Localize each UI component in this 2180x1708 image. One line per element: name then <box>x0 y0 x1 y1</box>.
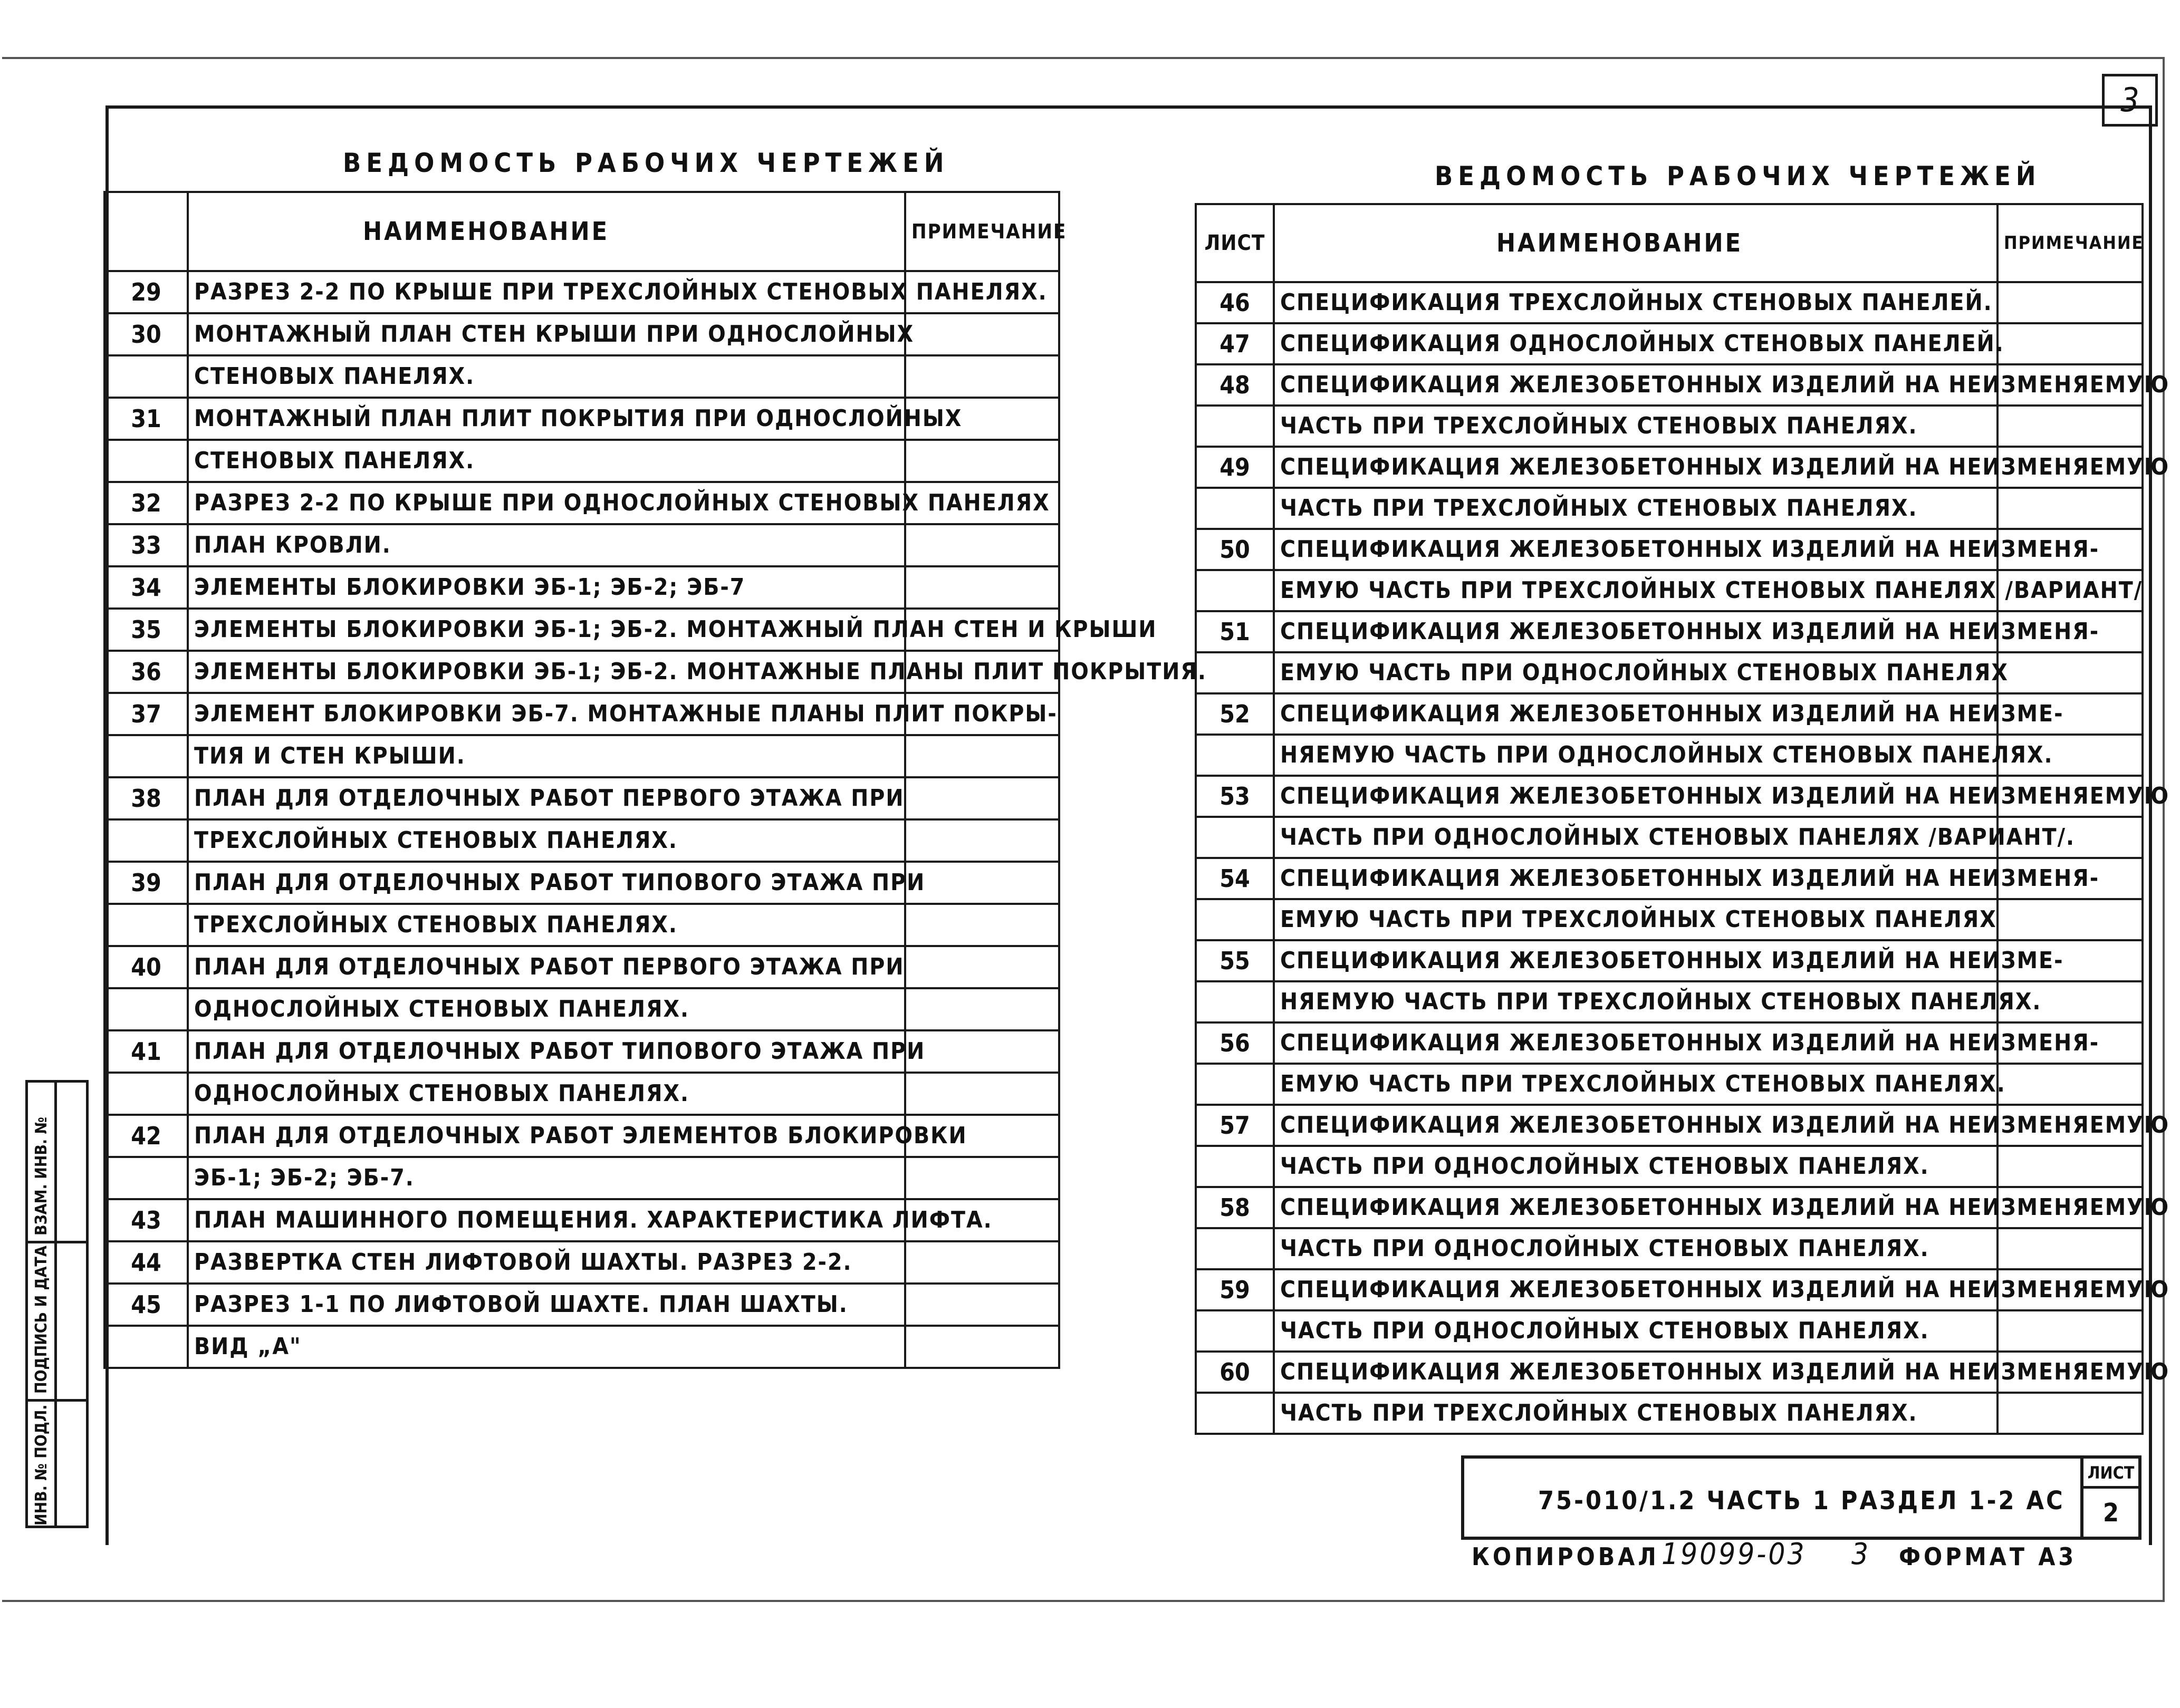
table-row <box>104 651 1059 693</box>
sheet-number-cell <box>104 1073 188 1115</box>
title-block-sheet-cell <box>2080 1459 2138 1537</box>
table-row <box>1196 693 2143 735</box>
note-cell <box>905 946 1059 988</box>
sheet-number-cell: 42 <box>104 1115 188 1157</box>
sheet-number-cell <box>104 440 188 482</box>
sheet-number-cell: 57 <box>1196 1105 1274 1146</box>
sheet-number-cell <box>1196 981 1274 1022</box>
table-row <box>104 1115 1059 1157</box>
table-row <box>104 566 1059 609</box>
sheet-number-cell: 43 <box>104 1199 188 1241</box>
sheet-name-cell: СПЕЦИФИКАЦИЯ ЖЕЛЕЗОБЕТОННЫХ ИЗДЕЛИЙ НА НЕИЗМЕНЯ- <box>1274 858 1997 899</box>
table-row <box>104 819 1059 862</box>
table-row <box>104 1284 1059 1326</box>
left-header-note: ПРИМЕЧАНИЕ <box>905 192 1059 271</box>
sheet-name-cell: СПЕЦИФИКАЦИЯ ЖЕЛЕЗОБЕТОННЫХ ИЗДЕЛИЙ НА НЕИЗМЕНЯЕМУЮ <box>1274 1105 1997 1146</box>
table-row <box>1196 858 2143 899</box>
footer-number: 19099-03 <box>1662 1537 1807 1571</box>
sheet-number-cell: 36 <box>104 651 188 693</box>
sheet-number-cell: 40 <box>104 946 188 988</box>
table-row <box>104 1030 1059 1073</box>
sheet-number-cell <box>104 1326 188 1368</box>
sheet-name-cell: РАЗВЕРТКА СТЕН ЛИФТОВОЙ ШАХТЫ. РАЗРЕЗ 2-2. <box>188 1241 905 1284</box>
note-cell <box>905 904 1059 946</box>
sheet-name-cell: ЕМУЮ ЧАСТЬ ПРИ ТРЕХСЛОЙНЫХ СТЕНОВЫХ ПАНЕЛЯХ <box>1274 899 1997 940</box>
table-row <box>1196 1310 2143 1352</box>
note-cell <box>905 355 1059 398</box>
sheet-name-cell: ЭЛЕМЕНТЫ БЛОКИРОВКИ ЭБ-1; ЭБ-2. МОНТАЖНЫЙ ПЛАН СТЕН И КРЫШИ <box>188 609 905 651</box>
table-row <box>104 271 1059 313</box>
sheet-name-cell: ЧАСТЬ ПРИ ОДНОСЛОЙНЫХ СТЕНОВЫХ ПАНЕЛЯХ. <box>1274 1228 1997 1269</box>
sheet-number-cell: 29 <box>104 271 188 313</box>
sheet-name-cell: РАЗРЕЗ 1-1 ПО ЛИФТОВОЙ ШАХТЕ. ПЛАН ШАХТЫ. <box>188 1284 905 1326</box>
note-cell <box>905 862 1059 904</box>
table-row <box>1196 529 2143 570</box>
sheet-name-cell: ПЛАН ДЛЯ ОТДЕЛОЧНЫХ РАБОТ ПЕРВОГО ЭТАЖА ПРИ <box>188 777 905 819</box>
sidebar-divider <box>28 1241 86 1243</box>
note-cell <box>1997 652 2143 693</box>
sheet-name-cell: НЯЕМУЮ ЧАСТЬ ПРИ ТРЕХСЛОЙНЫХ СТЕНОВЫХ ПАНЕЛЯХ. <box>1274 981 1997 1022</box>
sheet-name-cell: ТРЕХСЛОЙНЫХ СТЕНОВЫХ ПАНЕЛЯХ. <box>188 904 905 946</box>
sheet-name-cell: МОНТАЖНЫЙ ПЛАН СТЕН КРЫШИ ПРИ ОДНОСЛОЙНЫХ <box>188 313 905 355</box>
table-row <box>1196 1064 2143 1105</box>
sheet-name-cell: СПЕЦИФИКАЦИЯ ЖЕЛЕЗОБЕТОННЫХ ИЗДЕЛИЙ НА НЕИЗМЕНЯЕМУЮ <box>1274 1187 1997 1228</box>
sheet-name-cell: СПЕЦИФИКАЦИЯ ЖЕЛЕЗОБЕТОННЫХ ИЗДЕЛИЙ НА НЕИЗМЕНЯЕМУЮ <box>1274 776 1997 817</box>
sheet-number-cell: 54 <box>1196 858 1274 899</box>
sheet-number-cell: 35 <box>104 609 188 651</box>
sheet-number-cell: 34 <box>104 566 188 609</box>
sidebar-label-inv: ИНВ. № ПОДЛ. <box>32 1404 51 1526</box>
table-row <box>104 1241 1059 1284</box>
sidebar-divider <box>54 1083 57 1526</box>
sheet-name-cell: ПЛАН МАШИННОГО ПОМЕЩЕНИЯ. ХАРАКТЕРИСТИКА ЛИФТА. <box>188 1199 905 1241</box>
note-cell <box>905 1030 1059 1073</box>
sheet-name-cell: ОДНОСЛОЙНЫХ СТЕНОВЫХ ПАНЕЛЯХ. <box>188 988 905 1030</box>
sheet-name-cell: ПЛАН ДЛЯ ОТДЕЛОЧНЫХ РАБОТ ТИПОВОГО ЭТАЖА ПРИ <box>188 862 905 904</box>
note-cell <box>1997 1146 2143 1187</box>
sheet-number-cell: 41 <box>104 1030 188 1073</box>
sheet-number-cell: 58 <box>1196 1187 1274 1228</box>
sheet-name-cell: СПЕЦИФИКАЦИЯ ЖЕЛЕЗОБЕТОННЫХ ИЗДЕЛИЙ НА НЕИЗМЕНЯ- <box>1274 1022 1997 1064</box>
sheet-number: 2 <box>2102 1498 2119 1528</box>
table-row <box>1196 1393 2143 1434</box>
left-drawings-table <box>103 191 1207 1369</box>
table-row <box>1196 1022 2143 1064</box>
table-row <box>1196 1146 2143 1187</box>
document-code: 75-010/1.2 ЧАСТЬ 1 РАЗДЕЛ 1-2 АС <box>1538 1486 2065 1516</box>
table-row <box>1196 323 2143 364</box>
sheet-name-cell: ЭЛЕМЕНТЫ БЛОКИРОВКИ ЭБ-1; ЭБ-2; ЭБ-7 <box>188 566 905 609</box>
title-block <box>1461 1455 2141 1540</box>
sheet-name-cell: ПЛАН КРОВЛИ. <box>188 524 905 566</box>
note-cell <box>1997 488 2143 529</box>
right-header-note: ПРИМЕЧАНИЕ <box>1997 204 2143 282</box>
note-cell <box>905 313 1059 355</box>
sheet-number-cell: 37 <box>104 693 188 735</box>
sheet-number-cell: 46 <box>1196 282 1274 323</box>
note-cell <box>1997 1228 2143 1269</box>
table-row <box>1196 364 2143 406</box>
sidebar-divider <box>28 1399 86 1402</box>
sheet-name-cell: ВИД „А" <box>188 1326 905 1368</box>
sheet-number-cell <box>1196 735 1274 776</box>
sheet-number-cell: 59 <box>1196 1269 1274 1310</box>
table-row <box>1196 447 2143 488</box>
sheet-name-cell: ЧАСТЬ ПРИ ОДНОСЛОЙНЫХ СТЕНОВЫХ ПАНЕЛЯХ. <box>1274 1310 1997 1352</box>
table-row <box>104 524 1059 566</box>
table-row <box>104 609 1059 651</box>
sheet-name-cell: СТЕНОВЫХ ПАНЕЛЯХ. <box>188 355 905 398</box>
sheet-number-cell <box>1196 1310 1274 1352</box>
sheet-number-cell: 30 <box>104 313 188 355</box>
sheet-number-cell: 60 <box>1196 1352 1274 1393</box>
sheet-number-cell: 45 <box>104 1284 188 1326</box>
table-row <box>104 1157 1059 1199</box>
sheet-number-cell <box>1196 1228 1274 1269</box>
footer-page: 3 <box>1851 1537 1872 1571</box>
table-row <box>1196 1105 2143 1146</box>
note-cell <box>1997 323 2143 364</box>
sheet-number-cell: 48 <box>1196 364 1274 406</box>
table-row <box>104 398 1059 440</box>
sheet-name-cell: ЧАСТЬ ПРИ ТРЕХСЛОЙНЫХ СТЕНОВЫХ ПАНЕЛЯХ. <box>1274 406 1997 447</box>
sheet-number-cell: 39 <box>104 862 188 904</box>
table-row <box>1196 735 2143 776</box>
table-row <box>104 355 1059 398</box>
side-approval-stamp <box>25 1080 89 1528</box>
note-cell <box>905 1157 1059 1199</box>
note-cell <box>905 988 1059 1030</box>
sheet-number-cell: 38 <box>104 777 188 819</box>
sheet-number-cell: 47 <box>1196 323 1274 364</box>
note-cell <box>1997 899 2143 940</box>
table-row <box>1196 611 2143 652</box>
table-row <box>104 482 1059 524</box>
sheet-cell-divider <box>2083 1486 2138 1489</box>
sheet-name-cell: ТРЕХСЛОЙНЫХ СТЕНОВЫХ ПАНЕЛЯХ. <box>188 819 905 862</box>
sheet-name-cell: ЧАСТЬ ПРИ ТРЕХСЛОЙНЫХ СТЕНОВЫХ ПАНЕЛЯХ. <box>1274 488 1997 529</box>
sheet-name-cell: ЧАСТЬ ПРИ ТРЕХСЛОЙНЫХ СТЕНОВЫХ ПАНЕЛЯХ. <box>1274 1393 1997 1434</box>
table-row <box>104 1326 1059 1368</box>
sheet-name-cell: ЧАСТЬ ПРИ ОДНОСЛОЙНЫХ СТЕНОВЫХ ПАНЕЛЯХ /ВАРИАНТ/. <box>1274 817 1997 858</box>
sheet-name-cell: ПЛАН ДЛЯ ОТДЕЛОЧНЫХ РАБОТ ПЕРВОГО ЭТАЖА ПРИ <box>188 946 905 988</box>
table-row <box>1196 981 2143 1022</box>
table-row <box>1196 406 2143 447</box>
table-row <box>1196 570 2143 611</box>
table-row <box>1196 652 2143 693</box>
sheet-name-cell: ЕМУЮ ЧАСТЬ ПРИ ТРЕХСЛОЙНЫХ СТЕНОВЫХ ПАНЕЛЯХ. <box>1274 1064 1997 1105</box>
table-row <box>1196 282 2143 323</box>
sheet-name-cell: РАЗРЕЗ 2-2 ПО КРЫШЕ ПРИ ОДНОСЛОЙНЫХ СТЕНОВЫХ ПАНЕЛЯХ <box>188 482 905 524</box>
table-row <box>104 440 1059 482</box>
sheet-name-cell: МОНТАЖНЫЙ ПЛАН ПЛИТ ПОКРЫТИЯ ПРИ ОДНОСЛОЙНЫХ <box>188 398 905 440</box>
sheet-number-cell: 32 <box>104 482 188 524</box>
table-row <box>104 862 1059 904</box>
sheet-name-cell: ЧАСТЬ ПРИ ОДНОСЛОЙНЫХ СТЕНОВЫХ ПАНЕЛЯХ. <box>1274 1146 1997 1187</box>
sheet-name-cell: ЕМУЮ ЧАСТЬ ПРИ ТРЕХСЛОЙНЫХ СТЕНОВЫХ ПАНЕЛЯХ /ВАРИАНТ/ <box>1274 570 1997 611</box>
note-cell <box>905 735 1059 777</box>
sheet-number-cell <box>104 735 188 777</box>
sheet-name-cell: СПЕЦИФИКАЦИЯ ЖЕЛЕЗОБЕТОННЫХ ИЗДЕЛИЙ НА НЕИЗМЕНЯ- <box>1274 611 1997 652</box>
sheet-number-cell: 51 <box>1196 611 1274 652</box>
note-cell <box>1997 282 2143 323</box>
sheet-number-cell: 52 <box>1196 693 1274 735</box>
table-row <box>104 777 1059 819</box>
sheet-number-cell <box>1196 488 1274 529</box>
sheet-name-cell: СПЕЦИФИКАЦИЯ ЖЕЛЕЗОБЕТОННЫХ ИЗДЕЛИЙ НА НЕИЗМЕНЯ- <box>1274 529 1997 570</box>
note-cell <box>905 1284 1059 1326</box>
table-row <box>1196 899 2143 940</box>
sheet-name-cell: СПЕЦИФИКАЦИЯ ТРЕХСЛОЙНЫХ СТЕНОВЫХ ПАНЕЛЕЙ. <box>1274 282 1997 323</box>
sheet-number-cell <box>1196 406 1274 447</box>
sheet-number-cell: 56 <box>1196 1022 1274 1064</box>
sheet-name-cell: СПЕЦИФИКАЦИЯ ЖЕЛЕЗОБЕТОННЫХ ИЗДЕЛИЙ НА НЕИЗМЕНЯЕМУЮ <box>1274 447 1997 488</box>
note-cell <box>905 440 1059 482</box>
note-cell <box>905 1073 1059 1115</box>
right-drawings-table <box>1195 203 2170 1435</box>
note-cell <box>905 819 1059 862</box>
sheet-name-cell: ЭЛЕМЕНТ БЛОКИРОВКИ ЭБ-7. МОНТАЖНЫЕ ПЛАНЫ ПЛИТ ПОКРЫ- <box>188 693 905 735</box>
sheet-name-cell: ЭЛЕМЕНТЫ БЛОКИРОВКИ ЭБ-1; ЭБ-2. МОНТАЖНЫЕ ПЛАНЫ ПЛИТ ПОКРЫТИЯ. <box>188 651 905 693</box>
right-header-sheet: ЛИСТ <box>1196 204 1274 282</box>
sheet-number-cell: 53 <box>1196 776 1274 817</box>
table-row <box>1196 776 2143 817</box>
sheet-number-cell: 55 <box>1196 940 1274 981</box>
sheet-name-cell: ЭБ-1; ЭБ-2; ЭБ-7. <box>188 1157 905 1199</box>
note-cell <box>1997 1393 2143 1434</box>
right-header-name: НАИМЕНОВАНИЕ <box>1274 204 1997 282</box>
sheet-name-cell: ТИЯ И СТЕН КРЫШИ. <box>188 735 905 777</box>
sheet-name-cell: РАЗРЕЗ 2-2 ПО КРЫШЕ ПРИ ТРЕХСЛОЙНЫХ СТЕНОВЫХ ПАНЕЛЯХ. <box>188 271 905 313</box>
sheet-number-cell <box>104 819 188 862</box>
corner-sheet-number: 3 <box>2102 74 2158 127</box>
footer-copied: КОПИРОВАЛ <box>1472 1542 1659 1571</box>
sheet-number-cell <box>104 988 188 1030</box>
note-cell <box>905 566 1059 609</box>
left-header-sheet <box>104 192 188 271</box>
left-header-name: НАИМЕНОВАНИЕ <box>188 192 905 271</box>
sheet-number-cell <box>104 355 188 398</box>
note-cell <box>905 777 1059 819</box>
table-row <box>104 313 1059 355</box>
sheet-name-cell: СПЕЦИФИКАЦИЯ ЖЕЛЕЗОБЕТОННЫХ ИЗДЕЛИЙ НА НЕИЗМЕНЯЕМУЮ <box>1274 1352 1997 1393</box>
sheet-name-cell: ОДНОСЛОЙНЫХ СТЕНОВЫХ ПАНЕЛЯХ. <box>188 1073 905 1115</box>
sheet-name-cell: СТЕНОВЫХ ПАНЕЛЯХ. <box>188 440 905 482</box>
sheet-name-cell: СПЕЦИФИКАЦИЯ ЖЕЛЕЗОБЕТОННЫХ ИЗДЕЛИЙ НА НЕИЗМЕ- <box>1274 693 1997 735</box>
sheet-number-cell <box>104 1157 188 1199</box>
sheet-number-cell: 33 <box>104 524 188 566</box>
table-row <box>104 988 1059 1030</box>
sheet-number-cell: 49 <box>1196 447 1274 488</box>
note-cell <box>905 1241 1059 1284</box>
sheet-number-cell <box>1196 899 1274 940</box>
sheet-number-cell <box>1196 1064 1274 1105</box>
sheet-number-cell <box>1196 652 1274 693</box>
table-row <box>104 693 1059 735</box>
right-table-title: ВЕДОМОСТЬ РАБОЧИХ ЧЕРТЕЖЕЙ <box>1435 161 2041 191</box>
sidebar-label-replace: ВЗАМ. ИНВ. № <box>32 1117 51 1236</box>
sheet-name-cell: ПЛАН ДЛЯ ОТДЕЛОЧНЫХ РАБОТ ТИПОВОГО ЭТАЖА ПРИ <box>188 1030 905 1073</box>
sheet-name-cell: НЯЕМУЮ ЧАСТЬ ПРИ ОДНОСЛОЙНЫХ СТЕНОВЫХ ПАНЕЛЯХ. <box>1274 735 1997 776</box>
left-table-title: ВЕДОМОСТЬ РАБОЧИХ ЧЕРТЕЖЕЙ <box>343 148 949 178</box>
table-row <box>104 946 1059 988</box>
table-row <box>1196 1187 2143 1228</box>
table-row <box>1196 1352 2143 1393</box>
sheet-name-cell: СПЕЦИФИКАЦИЯ ОДНОСЛОЙНЫХ СТЕНОВЫХ ПАНЕЛЕЙ. <box>1274 323 1997 364</box>
sheet-number-cell <box>1196 1146 1274 1187</box>
sheet-name-cell: СПЕЦИФИКАЦИЯ ЖЕЛЕЗОБЕТОННЫХ ИЗДЕЛИЙ НА НЕИЗМЕ- <box>1274 940 1997 981</box>
table-row <box>1196 1269 2143 1310</box>
sheet-name-cell: СПЕЦИФИКАЦИЯ ЖЕЛЕЗОБЕТОННЫХ ИЗДЕЛИЙ НА НЕИЗМЕНЯЕМУЮ <box>1274 364 1997 406</box>
table-row <box>1196 940 2143 981</box>
table-row <box>104 1199 1059 1241</box>
table-row <box>1196 817 2143 858</box>
sheet-name-cell: ЕМУЮ ЧАСТЬ ПРИ ОДНОСЛОЙНЫХ СТЕНОВЫХ ПАНЕЛЯХ <box>1274 652 1997 693</box>
sheet-number-cell <box>1196 570 1274 611</box>
sheet-number-cell: 44 <box>104 1241 188 1284</box>
note-cell <box>1997 1064 2143 1105</box>
table-row <box>104 735 1059 777</box>
sheet-label: ЛИСТ <box>2087 1463 2135 1483</box>
table-row <box>1196 1228 2143 1269</box>
note-cell <box>905 1326 1059 1368</box>
sidebar-label-sign: ПОДПИСЬ И ДАТА <box>32 1246 51 1394</box>
sheet-number-cell <box>104 904 188 946</box>
note-cell <box>1997 1310 2143 1352</box>
sheet-number-cell: 31 <box>104 398 188 440</box>
table-row <box>104 1073 1059 1115</box>
note-cell <box>905 524 1059 566</box>
sheet-number-cell: 50 <box>1196 529 1274 570</box>
table-row <box>1196 488 2143 529</box>
sheet-name-cell: СПЕЦИФИКАЦИЯ ЖЕЛЕЗОБЕТОННЫХ ИЗДЕЛИЙ НА НЕИЗМЕНЯЕМУЮ <box>1274 1269 1997 1310</box>
table-row <box>104 904 1059 946</box>
sheet-number-cell <box>1196 1393 1274 1434</box>
sheet-number-cell <box>1196 817 1274 858</box>
footer-format: ФОРМАТ А3 <box>1899 1542 2077 1571</box>
note-cell <box>1997 406 2143 447</box>
sheet-name-cell: ПЛАН ДЛЯ ОТДЕЛОЧНЫХ РАБОТ ЭЛЕМЕНТОВ БЛОКИРОВКИ <box>188 1115 905 1157</box>
